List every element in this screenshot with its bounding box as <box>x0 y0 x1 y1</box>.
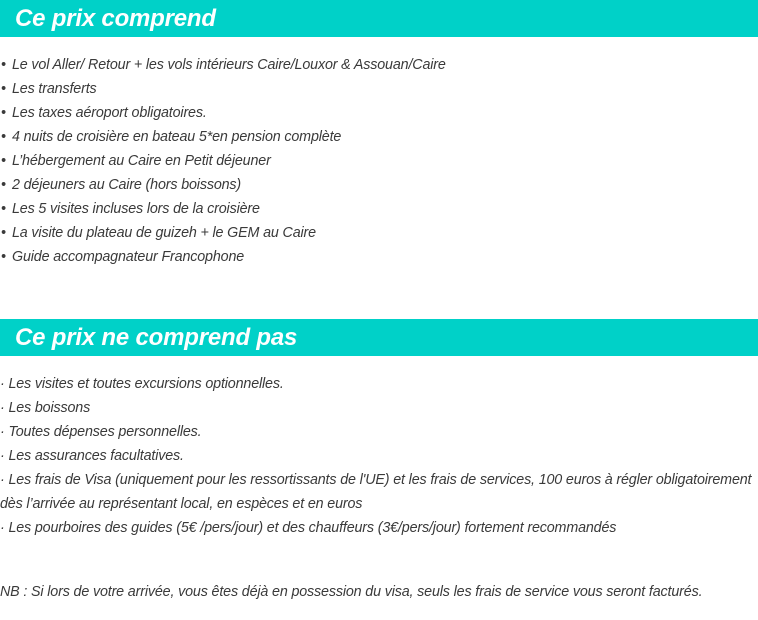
excluded-section-title: Ce prix ne comprend pas <box>15 324 298 351</box>
list-item: • Les transferts <box>1 77 446 101</box>
bullet-icon: • <box>1 81 6 97</box>
list-item: · Les frais de Visa (uniquement pour les ressortissants de l'UE) et les frais de services, 100 euros à régler obligatoirement dès l’arrivée au représentant local, en espèces et en euros <box>0 472 752 512</box>
list-item: • 2 déjeuners au Caire (hors boissons) <box>1 173 446 197</box>
list-item: • Guide accompagnateur Francophone <box>1 245 446 269</box>
list-item: · Toutes dépenses personnelles. <box>0 424 202 440</box>
list-item: · Les pourboires des guides (5€ /pers/jour) et des chauffeurs (3€/pers/jour) fortement recommandés <box>0 520 617 536</box>
bullet-icon: • <box>1 105 6 121</box>
bullet-icon: • <box>1 249 6 265</box>
bullet-icon: • <box>1 201 6 217</box>
bullet-icon: · <box>0 376 5 392</box>
list-item: • Les taxes aéroport obligatoires. <box>1 101 446 125</box>
bullet-icon: • <box>1 153 6 169</box>
bullet-icon: · <box>0 472 5 488</box>
bullet-icon: · <box>0 448 5 464</box>
list-item: · Les assurances facultatives. <box>0 448 184 464</box>
list-item: • 4 nuits de croisière en bateau 5*en pension complète <box>1 125 446 149</box>
bullet-icon: • <box>1 225 6 241</box>
included-section-header <box>0 0 758 37</box>
excluded-section-header <box>0 319 758 356</box>
list-item: • La visite du plateau de guizeh + le GEM au Caire <box>1 221 446 245</box>
visa-note: NB : Si lors de votre arrivée, vous êtes déjà en possession du visa, seuls les frais de service vous seront facturés. <box>0 584 703 600</box>
list-item: · Les boissons <box>0 400 91 416</box>
excluded-list <box>0 372 756 540</box>
bullet-icon: • <box>1 129 6 145</box>
list-item: • L’hébergement au Caire en Petit déjeuner <box>1 149 446 173</box>
list-item: • Le vol Aller/ Retour + les vols intérieurs Caire/Louxor & Assouan/Caire <box>1 53 446 77</box>
bullet-icon: • <box>1 177 6 193</box>
list-item: · Les visites et toutes excursions optionnelles. <box>0 376 284 392</box>
list-item: • Les 5 visites incluses lors de la croisière <box>1 197 446 221</box>
included-list <box>1 53 446 269</box>
included-section-title: Ce prix comprend <box>15 5 216 32</box>
bullet-icon: · <box>0 424 5 440</box>
bullet-icon: • <box>1 57 6 73</box>
bullet-icon: · <box>0 400 5 416</box>
bullet-icon: · <box>0 520 5 536</box>
